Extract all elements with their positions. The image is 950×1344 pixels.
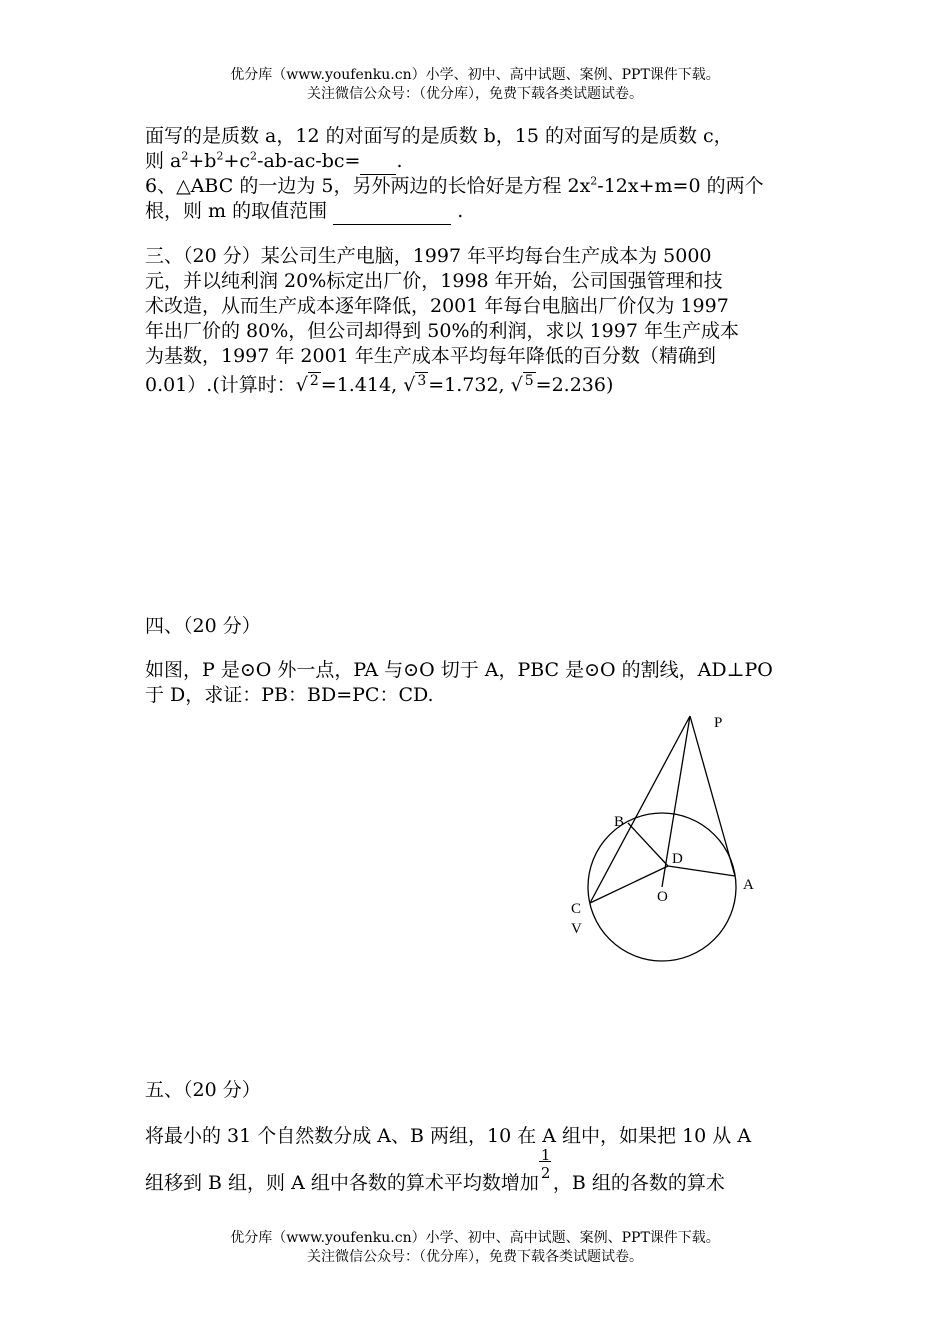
section-5 — [145, 1124, 810, 1196]
q5-line-1: 面写的是质数 a，12 的对面写的是质数 b，15 的对面写的是质数 c， — [145, 125, 733, 147]
footer-line-2: 关注微信公众号：（优分库），免费下载各类试题试卷。 — [307, 1249, 643, 1265]
sec5-line-1: 将最小的 31 个自然数分成 A、B 两组，10 在 A 组中，如果把 10 从 A — [145, 1125, 752, 1147]
sqrt-expression: √ $^2$ — [295, 373, 319, 396]
fraction: 1 2 — [540, 1146, 551, 1182]
sec5-line-2 — [145, 1146, 810, 1196]
sec3-line-4: 年出厂价的 80%，但公司却得到 50%的利润，求以 1997 年生产成本 — [145, 320, 739, 342]
superscript: 2 — [216, 149, 224, 163]
sec3-line-1: 三、（20 分）某公司生产电脑，1997 年平均每台生产成本为 5000 — [145, 245, 712, 267]
q6-text: -12x+m=0 的两个 — [597, 175, 764, 197]
label-v: V — [571, 921, 582, 937]
sec5-text: 组移到 B 组，则 A 组中各数的算术平均数增加 — [145, 1172, 539, 1194]
sec3-text: =2.236) — [535, 374, 614, 396]
superscript: 2 — [250, 149, 258, 163]
tangent-pa — [690, 716, 735, 876]
sqrt-expression: √ $^5$ — [510, 373, 534, 396]
sec3-line-2: 元，并以纯利润 20%标定出厂价，1998 年开始，公司国强管理和技 — [145, 270, 723, 292]
sec4-line-2: 于 D，求证：PB：BD=PC：CD. — [145, 684, 434, 706]
line-ad — [668, 866, 735, 876]
label-d: D — [672, 851, 683, 867]
sec3-text: 0.01）.(计算时： — [145, 374, 296, 396]
line-bd — [628, 823, 668, 866]
label-b: B — [614, 814, 625, 830]
q6-text: 6、△ABC 的一边为 5，另外两边的长恰好是方程 2x — [145, 175, 591, 197]
superscript: 2 — [590, 174, 598, 188]
q5-text: -ab-ac-bc= — [257, 150, 361, 172]
superscript: 2 — [181, 149, 189, 163]
q5-text: 则 a — [145, 150, 182, 172]
sec3-line-3: 术改造，从而生产成本逐年降低，2001 年每台电脑出厂价仅为 1997 — [145, 295, 729, 317]
sec3-text: =1.732, — [428, 374, 511, 396]
label-p: P — [714, 715, 723, 731]
label-o: O — [657, 889, 668, 905]
header-line-1: 优分库（www.youfenku.cn）小学、初中、高中试题、案例、PPT课件下载。 — [230, 67, 720, 83]
footer-line-1: 优分库（www.youfenku.cn）小学、初中、高中试题、案例、PPT课件下载。 — [230, 1230, 720, 1246]
q5-text: +b — [188, 150, 217, 172]
q5-text: . — [396, 150, 403, 172]
sec3-text: =1.414, — [320, 374, 404, 396]
page-footer — [0, 1229, 950, 1267]
label-c: C — [571, 901, 582, 917]
sec3-line-5: 为基数，1997 年 2001 年生产成本平均每年降低的百分数（精确到 — [145, 345, 716, 367]
header-line-2: 关注微信公众号：（优分库），免费下载各类试题试卷。 — [307, 86, 643, 102]
q5-text: +c — [223, 150, 251, 172]
sec4-line-1: 如图，P 是⊙O 外一点，PA 与⊙O 切于 A，PBC 是⊙O 的割线，AD⊥PO — [145, 659, 773, 681]
section-5-title: 五、（20 分） — [145, 1079, 261, 1101]
sec5-text: ，B 组的各数的算术 — [552, 1172, 725, 1194]
q6-text: . — [451, 200, 464, 222]
sqrt-expression: √ $^3$ — [403, 373, 427, 396]
q6-text: 根，则 m 的取值范围 — [145, 200, 328, 222]
section-4-title: 四、（20 分） — [145, 615, 261, 637]
label-a: A — [743, 877, 754, 893]
